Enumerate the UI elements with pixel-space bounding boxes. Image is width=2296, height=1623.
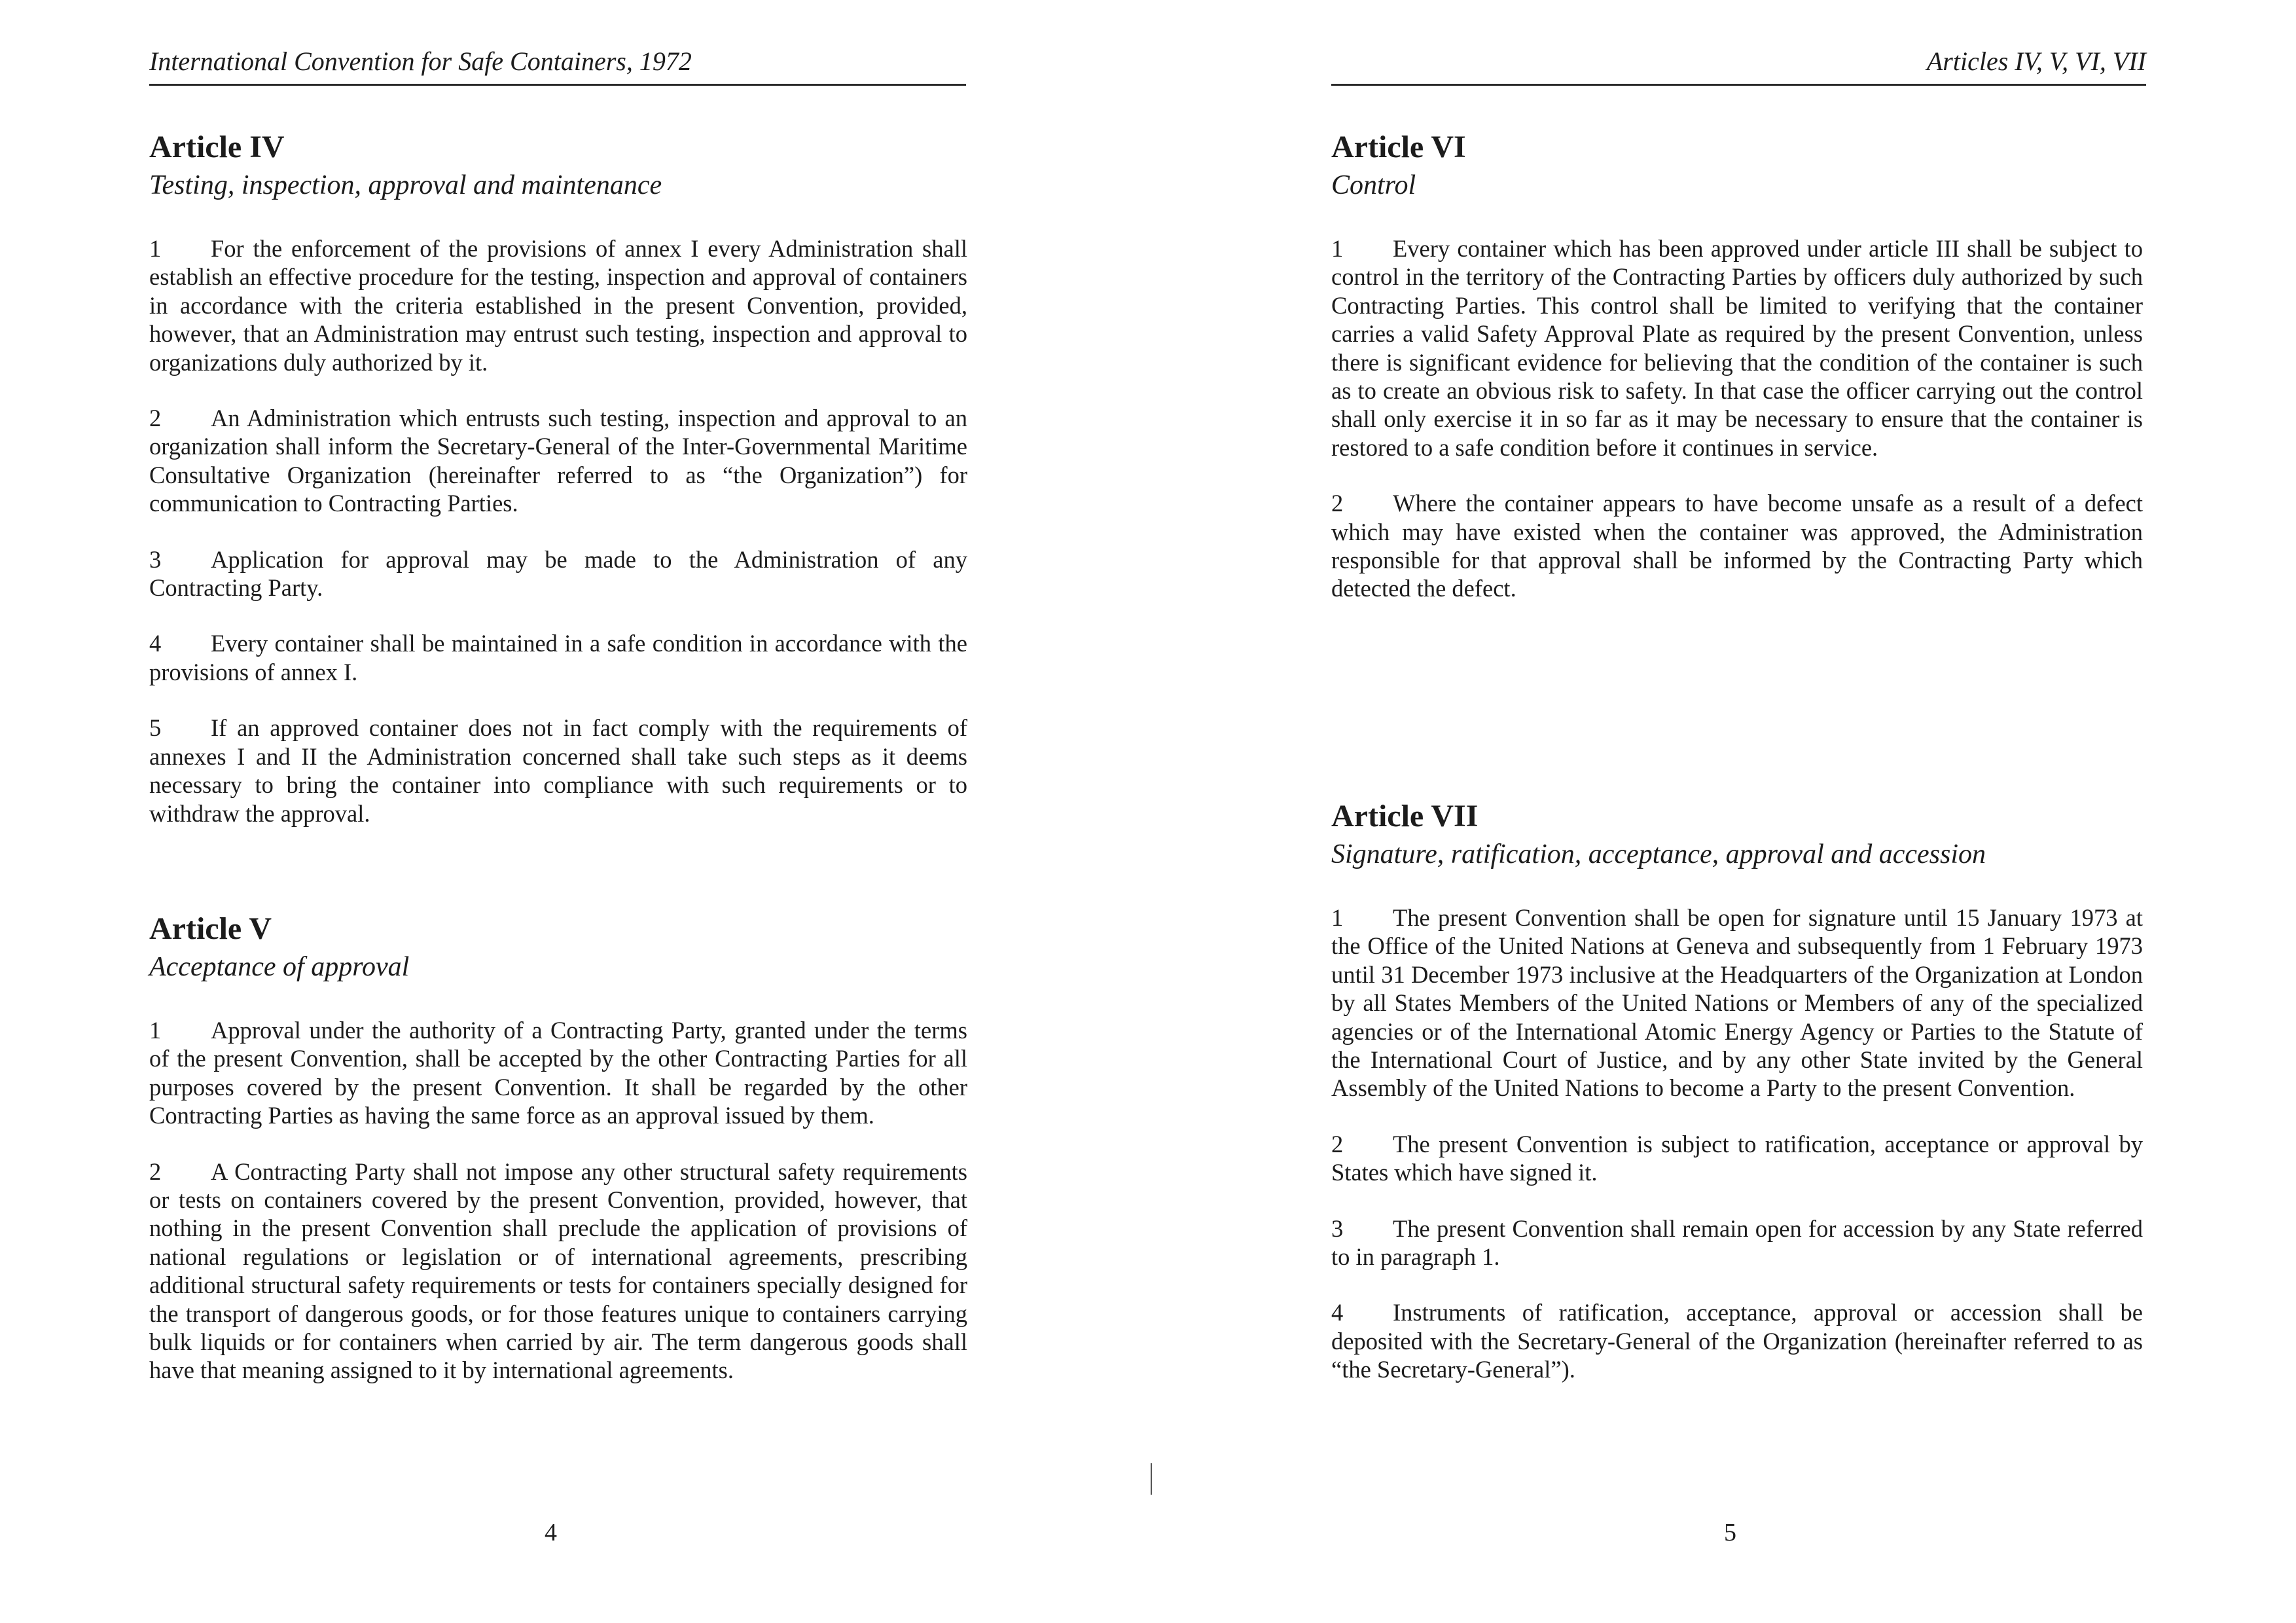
article-vii (1331, 797, 2143, 1412)
paragraph-text: If an approved container does not in fact comply with the requirements of annexes I and II the Administration concerned shall take such steps as it deems necessary to bring the container into compliance with such requirements or to withdraw the approval. (149, 714, 967, 827)
article-title: Article VI (1331, 130, 1466, 164)
paragraph (149, 714, 967, 828)
paragraph (1331, 1214, 2143, 1271)
paragraph-text: The present Convention is subject to ratification, acceptance or approval by States which have signed it. (1331, 1130, 2143, 1186)
paragraph-number: 2 (149, 405, 162, 432)
article-subtitle: Testing, inspection, approval and maintenance (149, 170, 662, 200)
paragraph-text: The present Convention shall remain open for accession by any State referred to in paragraph 1. (1331, 1214, 2143, 1271)
paragraph (149, 1016, 967, 1130)
paragraph (149, 545, 967, 602)
paragraph (1331, 903, 2143, 1103)
paragraph (149, 234, 967, 376)
paragraph-number: 2 (1331, 1130, 1344, 1158)
paragraph-number: 1 (1331, 235, 1344, 262)
paragraph (1331, 1130, 2143, 1187)
article-title: Article V (149, 911, 272, 946)
article-paragraphs (1331, 234, 2143, 603)
article-paragraphs (149, 1016, 967, 1385)
article-iv (149, 128, 967, 855)
paragraph-number: 2 (1331, 490, 1344, 517)
paragraph (1331, 489, 2143, 603)
article-subtitle: Signature, ratification, acceptance, approval and accession (1331, 839, 1986, 869)
article-title: Article VII (1331, 799, 1479, 833)
article-subtitle: Control (1331, 170, 1416, 200)
paragraph-text: Approval under the authority of a Contracting Party, granted under the terms of the present Convention, shall be accepted by the other Contracting Parties for all purposes covered by the present Convention. It shall be regarded by the other Contracting Parties as having the same force as an approval issued by them. (149, 1017, 967, 1129)
paragraph-number: 1 (149, 235, 162, 262)
paragraph-number: 5 (149, 714, 162, 742)
page-number-right: 5 (1724, 1519, 1736, 1546)
article-v (149, 910, 967, 1412)
paragraph-text: Where the container appears to have become unsafe as a result of a defect which may have existed when the container was approved, the Administration responsible for that approval shall be informed by the Contracting Party which detected the defect. (1331, 490, 2143, 602)
paragraph (149, 404, 967, 518)
paragraph-text: An Administration which entrusts such testing, inspection and approval to an organization shall inform the Secretary-General of the Inter-Governmental Maritime Consultative Organization (hereinafter referred to as “the Organization”) for communication to Contracting Parties. (149, 405, 967, 517)
paragraph-number: 4 (1331, 1299, 1344, 1326)
article-paragraphs (149, 234, 967, 828)
paragraph (1331, 234, 2143, 462)
paragraph-number: 3 (149, 545, 162, 573)
article-vi (1331, 128, 2143, 630)
page-number-left: 4 (545, 1519, 557, 1546)
article-paragraphs (1331, 903, 2143, 1384)
paragraph-text: Instruments of ratification, acceptance, approval or accession shall be deposited with the Secretary-General of the Organization (hereinafter referred to as “the Secretary-General”). (1331, 1299, 2143, 1383)
paragraph-text: Every container which has been approved under article III shall be subject to control in the territory of the Contracting Parties by officers duly authorized by such Contracting Parties. This control shall be limited to verifying that the container carries a valid Safety Approval Plate as required by the present Convention, unless there is significant evidence for believing that the condition of the container is such as to create an obvious risk to safety. In that case the officer carrying out the control shall only exercise it in so far as it may be necessary to ensure that the container is restored to a safe condition before it continues in service. (1331, 235, 2143, 461)
paragraph-number: 1 (1331, 904, 1344, 931)
paragraph-text: For the enforcement of the provisions of annex I every Administration shall establish an effective procedure for the testing, inspection and approval of containers in accordance with the criteria established in the present Convention, provided, however, that an Administration may entrust such testing, inspection and approval to organizations duly authorized by it. (149, 235, 967, 376)
paragraph (1331, 1298, 2143, 1383)
paragraph-number: 1 (149, 1017, 162, 1044)
paragraph (149, 1158, 967, 1385)
paragraph-number: 2 (149, 1158, 162, 1185)
running-head-right: Articles IV, V, VI, VII (1331, 46, 2146, 86)
paragraph-text: Application for approval may be made to the Administration of any Contracting Party. (149, 545, 967, 602)
running-head-left: International Convention for Safe Containers, 1972 (149, 46, 966, 86)
article-subtitle: Acceptance of approval (149, 952, 410, 982)
paragraph-number: 4 (149, 630, 162, 657)
paragraph-text: Every container shall be maintained in a safe condition in accordance with the provisions of annex I. (149, 630, 967, 685)
paragraph-text: The present Convention shall be open for signature until 15 January 1973 at the Office of the United Nations at Geneva and subsequently from 1 February 1973 until 31 December 1973 inclusive at the Headquarters of the Organization at London by all States Members of the United Nations or Members of any of the specialized agencies or of the International Atomic Energy Agency or Parties to the Statute of the International Court of Justice, and by any other State invited by the General Assembly of the United Nations to become a Party to the present Convention. (1331, 904, 2143, 1102)
right-page (1148, 0, 2296, 1623)
paragraph-text: A Contracting Party shall not impose any other structural safety requirements or tests on containers covered by the present Convention, provided, however, that nothing in the present Convention shall preclude the application of provisions of national regulations or legislation or of international agreements, prescribing additional structural safety requirements or tests for containers specially designed for the transport of dangerous goods, or for those features unique to containers carrying bulk liquids or for containers when carried by air. The term dangerous goods shall have that meaning assigned to it by international agreements. (149, 1158, 967, 1384)
article-title: Article IV (149, 130, 285, 164)
paragraph (149, 629, 967, 686)
paragraph-number: 3 (1331, 1214, 1344, 1242)
